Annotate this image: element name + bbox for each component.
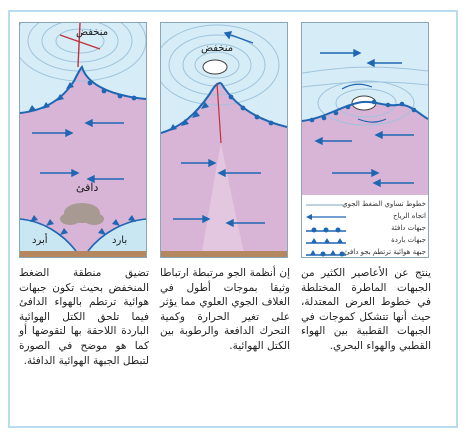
legend-cold-front: جبهات باردة xyxy=(304,235,426,246)
low-pressure-label: منخفض xyxy=(201,43,234,54)
panel-wave-formation xyxy=(301,22,429,258)
caption-left: تضيق منطقة الضغط المنخفض بحيث تكون جبهات هوائية ترتطم بالهواء الدافئ فيما تلحق الكتل الهوائية الباردة اللاحقة بها لتقوضها أو كما هو موضح في الصورة لتبطل الجبهة الهوائية الدافئة. xyxy=(19,267,149,367)
warm-air-label: دافئ xyxy=(76,181,99,194)
legend-occluded-front: جبهة هوائية ترتطم بجو دافئ xyxy=(304,247,426,258)
cold-air-label: بارد xyxy=(112,235,128,246)
legend-wind: اتجاه الرياح xyxy=(304,211,426,222)
caption-middle: إن أنظمة الجو مرتبطة ارتباطا وثيقا بموجات أطول في الغلاف الجوي العلوي مما يؤثر على تغير الحرارة وكمية التحرك الدافعة والرطوبة بين الكتل الهوائية. xyxy=(160,267,290,352)
colder-air-label: أبرد xyxy=(32,235,48,246)
legend xyxy=(302,195,428,257)
low-pressure-label: منخفض xyxy=(76,27,109,38)
occluded-front-diagram xyxy=(20,23,146,257)
legend-isobar: خطوط تساوي الضغط الجوي xyxy=(342,200,426,208)
panel-developing-cyclone xyxy=(160,22,288,258)
legend-warm-front: جبهات دافئة xyxy=(304,223,426,234)
panel-occluded-front xyxy=(19,22,147,258)
developing-cyclone-diagram xyxy=(161,23,287,257)
caption-right: ينتج عن الأعاصير الكثير من الجبهات الماطرة المختلطة في خطوط العرض المعتدلة، حيث أنها تتشكل كموجات في الجبهات القطبية بين الهواء القطبي والهواء البحري. xyxy=(301,267,431,352)
